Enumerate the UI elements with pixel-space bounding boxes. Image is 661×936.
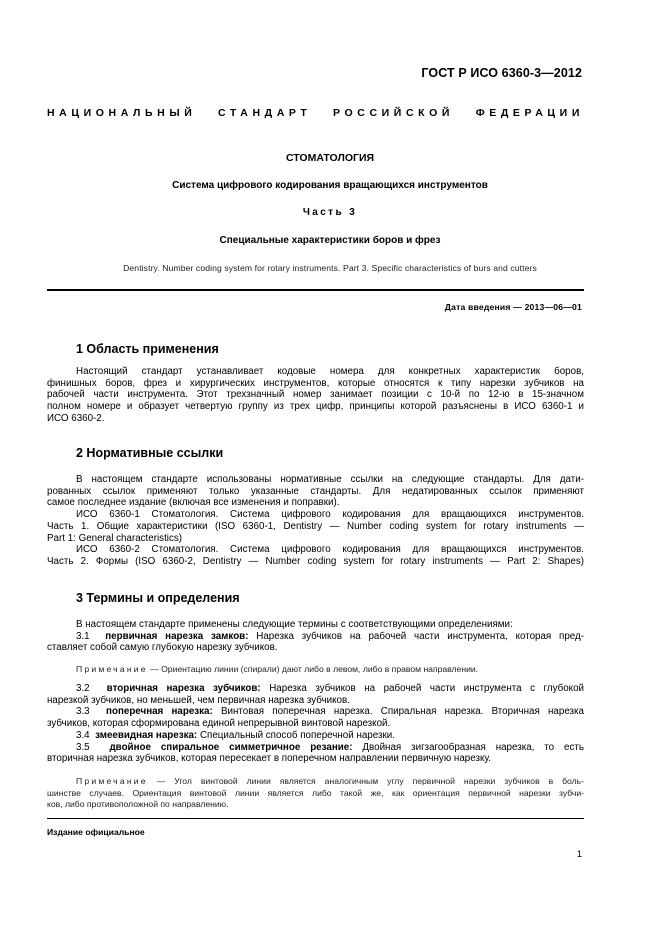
- text-line: самое последнее издание (включая все изменения и поправки).: [47, 497, 340, 509]
- page-number: 1: [576, 849, 582, 860]
- term-definition: Нарезка зубчиков на рабочей части инструмента с глубокой: [269, 683, 584, 694]
- text-line: Часть 1. Общие характеристики (ISO 6360-1, Dentistry — Number coding system for rotary instruments —: [47, 520, 584, 532]
- section-1-body: [47, 366, 584, 425]
- note-line: шинстве случаев. Ориентация винтовой линии является либо такой же, как ориентация первичной нарезки зубчи-: [47, 787, 584, 798]
- term-number: 3.5: [76, 741, 90, 753]
- section-2-heading: 2 Нормативные ссылки: [76, 446, 224, 460]
- document-title: СТОМАТОЛОГИЯ: [285, 152, 375, 164]
- document-code: ГОСТ Р ИСО 6360-3—2012: [421, 66, 582, 80]
- national-standard-header: [47, 107, 584, 119]
- term-3-2: [47, 683, 584, 695]
- term-definition: Нарезка зубчиков на рабочей части инструмента, которая пред-: [256, 630, 584, 642]
- text-line: нарезкой зубчиков, но меньшей, чем первичная нарезка зубчиков.: [47, 694, 350, 706]
- part-title: Специальные характеристики боров и фрез: [219, 235, 441, 246]
- section-3-heading: 3 Термины и определения: [76, 591, 240, 605]
- header-word: СТАНДАРТ: [218, 107, 312, 119]
- term-3-5: [47, 742, 584, 754]
- note-2: [47, 776, 584, 811]
- text-line: рованных ссылок применяют только указанные стандарты. Для недатированных ссылок применяют: [47, 485, 584, 497]
- text-line: ИСО 6360-2.: [47, 412, 105, 424]
- term-definition: Двойная зигзагообразная нарезка, то есть: [362, 741, 584, 753]
- term-number: 3.1: [76, 630, 90, 642]
- text-line: Часть 2. Формы (ISO 6360-2, Dentistry — Number coding system for rotary instruments — Part 2: Shapes): [47, 555, 584, 567]
- term-number: 3.3: [76, 706, 90, 718]
- text-line: В настоящем стандарте использованы нормативные ссылки на следующие стандарты. Для дати-: [76, 474, 584, 485]
- note-label: Примечание: [76, 664, 148, 674]
- note-label: Примечание: [76, 776, 148, 786]
- official-edition-label: Издание официальное: [47, 827, 145, 837]
- section-2-body: [47, 474, 584, 568]
- term-name: поперечная нарезка:: [106, 706, 213, 718]
- note-text: — Ориентацию линии (спирали) дают либо в левом, либо в правом направлении.: [150, 664, 479, 674]
- note-line: ков, либо противоположной по направлению.: [47, 799, 229, 810]
- term-definition: Специальный способ поперечной нарезки.: [199, 729, 395, 741]
- note-text: — Угол винтовой линии является аналогичным углу первичной нарезки зубчиков в боль-: [156, 776, 584, 786]
- term-number: 3.2: [76, 683, 90, 694]
- term-3-3: [47, 706, 584, 718]
- term-3-4: [47, 730, 584, 742]
- term-name: первичная нарезка замков:: [105, 630, 249, 642]
- text-line: Part 1: General characteristics): [47, 532, 183, 544]
- footer-divider: [47, 818, 584, 819]
- term-name: двойное спиральное симметричное резание:: [109, 741, 353, 753]
- text-line: финишных боров, фрез и хирургических инструментов, которые относятся к типу нарезки зубчиков на: [47, 377, 584, 389]
- text-line: В настоящем стандарте применены следующие термины с соответствующими определениями:: [76, 619, 513, 630]
- text-line: Настоящий стандарт устанавливает кодовые номера для конкретных характеристик боров,: [76, 366, 584, 377]
- term-3-1: [47, 631, 584, 643]
- text-line: ИСО 6360-2 Стоматология. Система цифрового кодирования для вращающихся инструментов.: [76, 544, 584, 556]
- term-name: змеевидная нарезка:: [95, 729, 198, 741]
- text-line: ставляет собой самую глубокую нарезку зубчиков.: [47, 642, 278, 654]
- english-title: Dentistry. Number coding system for rotary instruments. Part 3. Specific characteristics of burs and cutters: [123, 263, 537, 273]
- document-subtitle: Система цифрового кодирования вращающихся инструментов: [172, 180, 488, 191]
- note-1: [47, 664, 584, 676]
- header-word: НАЦИОНАЛЬНЫЙ: [47, 107, 197, 119]
- term-definition: Винтовая поперечная нарезка. Спиральная нарезка. Вторичная нарезка: [220, 706, 584, 718]
- header-word: ФЕДЕРАЦИИ: [475, 107, 584, 119]
- part-label: Часть 3: [302, 207, 358, 218]
- term-name: вторичная нарезка зубчиков:: [106, 683, 261, 694]
- text-line: вторичная нарезка зубчиков, которая пересекает в поперечном направлении первичную нарезку.: [47, 753, 491, 765]
- header-word: РОССИЙСКОЙ: [333, 107, 455, 119]
- text-line: ИСО 6360-1 Стоматология. Система цифрового кодирования для вращающихся инструментов.: [76, 509, 584, 521]
- text-line: рабочей части инструмента. Этот трехзначный номер занимает позиции с 10-й по 12-ю в 15-значном: [47, 389, 584, 401]
- note-line: [47, 776, 584, 788]
- term-number: 3.4: [76, 729, 90, 741]
- section-1-heading: 1 Область применения: [76, 342, 219, 356]
- introduction-date: Дата введения — 2013—06—01: [444, 302, 582, 312]
- text-line: зубчиков, которая сформирована единой непрерывной винтовой нарезкой.: [47, 718, 391, 730]
- section-3-body-a: [47, 619, 584, 654]
- section-3-body-b: [47, 683, 584, 765]
- text-line: полном номере и образует четвертую группу из трех цифр, принципы которой разъяснены в ИСО 6360-1 и: [47, 401, 584, 413]
- note-line: [47, 664, 584, 676]
- title-divider: [47, 289, 584, 291]
